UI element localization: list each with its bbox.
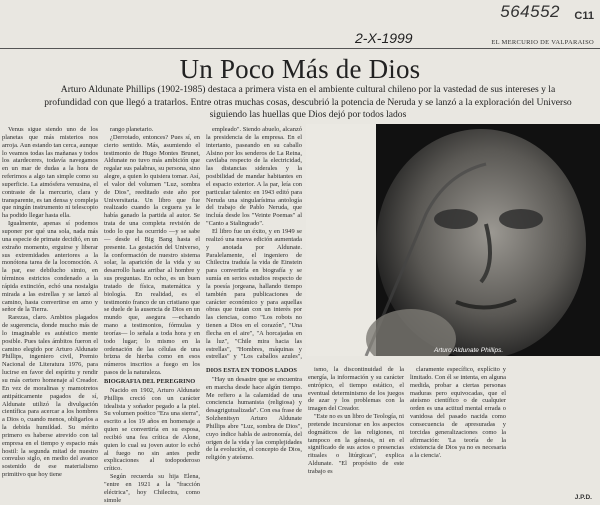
portrait-image <box>306 124 600 356</box>
article-paragraph: rango planetario. <box>110 126 154 133</box>
author-signature: J.P.D. <box>574 494 592 501</box>
article-paragraph: Según recuerda su hija Elena, "entre en 1921 a la "fracción eléctrica", hoy Chilectra, como simple <box>104 473 200 502</box>
article-paragraph: Rarezas, claro. Ambitos plagados de sugerencia, donde mucho más de lo imaginable es autéstico mente posible. Pues tales ámbitos fueron el camino elegido por Arturo Aldunate Phillips, ingeniero civil, Premio Nacional de Literatura 1976, para lucirse en favor del espíritu y rendir su más certero homenaje al Creador. En vez de moralinas y mamotretos antipáticamente pagados de sí, Aldunate utilizó la divulgación científica para acercar a los hombres a Dios o, cuando menos, obligarlos a la debida humildad. Su mérito primero es haberse atrevido con tal empresa en el tiempo y espacio más hostil: la segunda mitad de nuestro convulso siglo, en medio del avance sostenido de ese materialismo primitivo que hoy tiene <box>2 314 98 479</box>
archive-number: 564552 <box>500 2 560 21</box>
top-rule <box>0 48 600 49</box>
subheading: DIOS ESTA EN TODOS LADOS <box>206 367 297 374</box>
subheading: BIOGRAFIA DEL PEREGRINO <box>104 378 196 385</box>
article-paragraph: "Hay un desastre que se encuentra en marcha desde hace algún tiempo. Me refiero a la calamidad de una conciencia humanista (religiosa) y desagrigutualizada". Con esa frase de Solzhenitsyn Arturo Aldunate Phillips abre "Luz, sombra de Dios", cuyo índice habla de astronomía, del origen de la vida y las complejidades de la evolución, el concepto de Dios, religión y ateísmo. <box>206 375 302 462</box>
article-paragraph: claramente específico, explícito y limitado. Con él se intenta, en alguna medida, probar a ciertas personas maduras pero equivocadas, que el ateísmo científico o de cualquier orden es una actitud mental errada o vanidosa del pasado nacida como consecuencia de apresuradas y torcidas generalizaciones como la afirmación: 'La teoría de la existencia de Dios ya no es necesaria a la ciencia'. <box>410 366 506 460</box>
article-paragraph: empleado". Siendo abuelo, alcanzó la presidencia de la empresa. En el intertanto, paseando en su caballo Alsino por los senderos de La Reina, cavilaba respecto de la electricidad, las distancias siderales y la posibilidad de mandar habitantes en el espacio exterior. A la par, leía con particular talento: en 1943 editó para Neruda una singularísima antología del trabajo de Pablo Neruda, que incluía desde los "Veinte Poemas" al "Canto a Stalingrado". <box>206 126 302 228</box>
article-paragraph: "Este no es un libro de Teología, ni pretende incursionar en los aspectos dogmáticos de las religiones, ni tampoco en la génesis, ni en el significado de sus actos o presencias rituales o litúrgicas", explica Aldunate. "El propósito de este trabajo es <box>308 413 404 475</box>
article-column-6 <box>512 366 598 492</box>
article-paragraph: Nacido en 1902, Arturo Aldunate Phillips creció con un carácter idealista y soñador pegado a la piel. Su volumen poético "Era una sierra", escrito a los 19 años en homenaje a quien se convertiría en su esposa, recibió una fea crítica de Alone, quien lo cual su joven autor lo echó al fuego no sin antes pedir explicaciones al todopoderoso crítico. <box>104 386 200 473</box>
article-column-4 <box>308 366 404 502</box>
photo-caption: Arturo Aldunate Phillips. <box>434 347 504 354</box>
section-code: C11 <box>574 10 594 22</box>
article-column-5 <box>410 366 506 502</box>
article-column-3-lower <box>206 366 302 502</box>
article-column-1 <box>2 126 98 502</box>
newspaper-name: EL MERCURIO DE VALPARAISO <box>491 39 594 46</box>
article-column-2 <box>104 126 200 502</box>
handwritten-date: 2-X-1999 <box>355 30 413 46</box>
article-paragraph: El libro fue un éxito, y en 1949 se realizó una nueva edición aumentada y anotada por Aldunate. Paralelamente, el ingeniero de Chilectra traduía la vida de Einstein para convertirla en biografía y se sumía en serios estudios respecto de la poesía jorgeana, hallando tiempo también para publicaciones de carácter económico y para aquellas obras que tratan con un interés por las ciencias, como "Los robots no tienen a Dios en el corazón", "Una flecha en el aire", "A horcajadas en la luz", "Chile mira hacia las estrellas", "Hombres, máquinas y estrellas" y "Los caballos azules", <box>206 227 302 361</box>
article-paragraph: Igualmente, apenas sí podemos suponer por qué una sola, nada más una especie de primate decidió, en un extraño momento, erguirse y liberar sus extremidades anteriores a la monótona tarea de la locomoción. A la par, ese debilucho simio, en términos estrictos condenado a la rápida extinción, echó una nostalgia mirada a las estrellas y se lanzó al camino, hasta convertirse en amo y señor de la Tierra. <box>2 220 98 314</box>
article-paragraph: ¿Derrotado, entonces? Pues sí, en cierto sentido. Más, asumiendo el testimonio de Hugo Montes Brunet, Aldunate no tuvo más ambición que regalar sus palabras, su persona, sino alegre, a quien lo quisiera tomar. Así, el valor del volumen "Luz, sombra de Dios", reeditado este año por Universitaria. Un libro que fue realizado cuando la ceguera ya le había ganado la partida al autor. Se trata de una completa revisión de todo lo que ha ocurrido —y se sabe— desde el Big Bang hasta el presente. La gestación del Universo, la conformación de nuestro sistema solar, la aparición de la vida y su desarrollo hasta arribar al hombre y sus preguntas. En ocho, es un buen tratado de física, matemática y biología. En realidad, es el testimonio franco de un cristiano que se duele de la ausencia de Dios en un mundo que, asegura —echando mano a testimonios, fórmulas y teorías— lo señala a toda hora y en todo lugar; lo mismo en la ordenación de las células de una brizna de hierba como en esos números inscritos a fuego en los pasos de la naturaleza. <box>104 133 200 377</box>
deck: Arturo Aldunate Phillips (1902-1985) destaca a primera vista en el ambiente cultural chileno por la vastedad de sus intereses y la profundidad con que llegó a tratarlos. Entre otras muchas cosas, descubrió la potencia de Neruda y se lanzó a la exploración del Universo siguiendo las huellas que Dios dejó por todos lados <box>44 84 572 120</box>
article-column-3 <box>206 126 302 361</box>
headline: Un Poco Más de Dios <box>179 54 421 84</box>
article-paragraph: ismo, la discontinuidad de la energía, la información y su carácter entrópico, el tiempo estático, el eventual determinismo de los juegos de azar y los problemas con la imagen del Creador. <box>308 366 404 413</box>
article-paragraph: Venus sigue siendo uno de los planetas que más misterios nos arroja. Aun estando tan cerca, aunque lo veamos todas las mañanas y todos los atardeceres, todavía navegamos en un mar de dudas a la hora de referirnos a algo tan simple como su superficie. La atmósfera venusina, el contraste de la mercurio, clara y transparente, es tan densa y compleja que ningún instrumento ni telescopio ha podido llegar hasta ella. <box>2 126 98 220</box>
portrait-photo <box>306 124 600 356</box>
